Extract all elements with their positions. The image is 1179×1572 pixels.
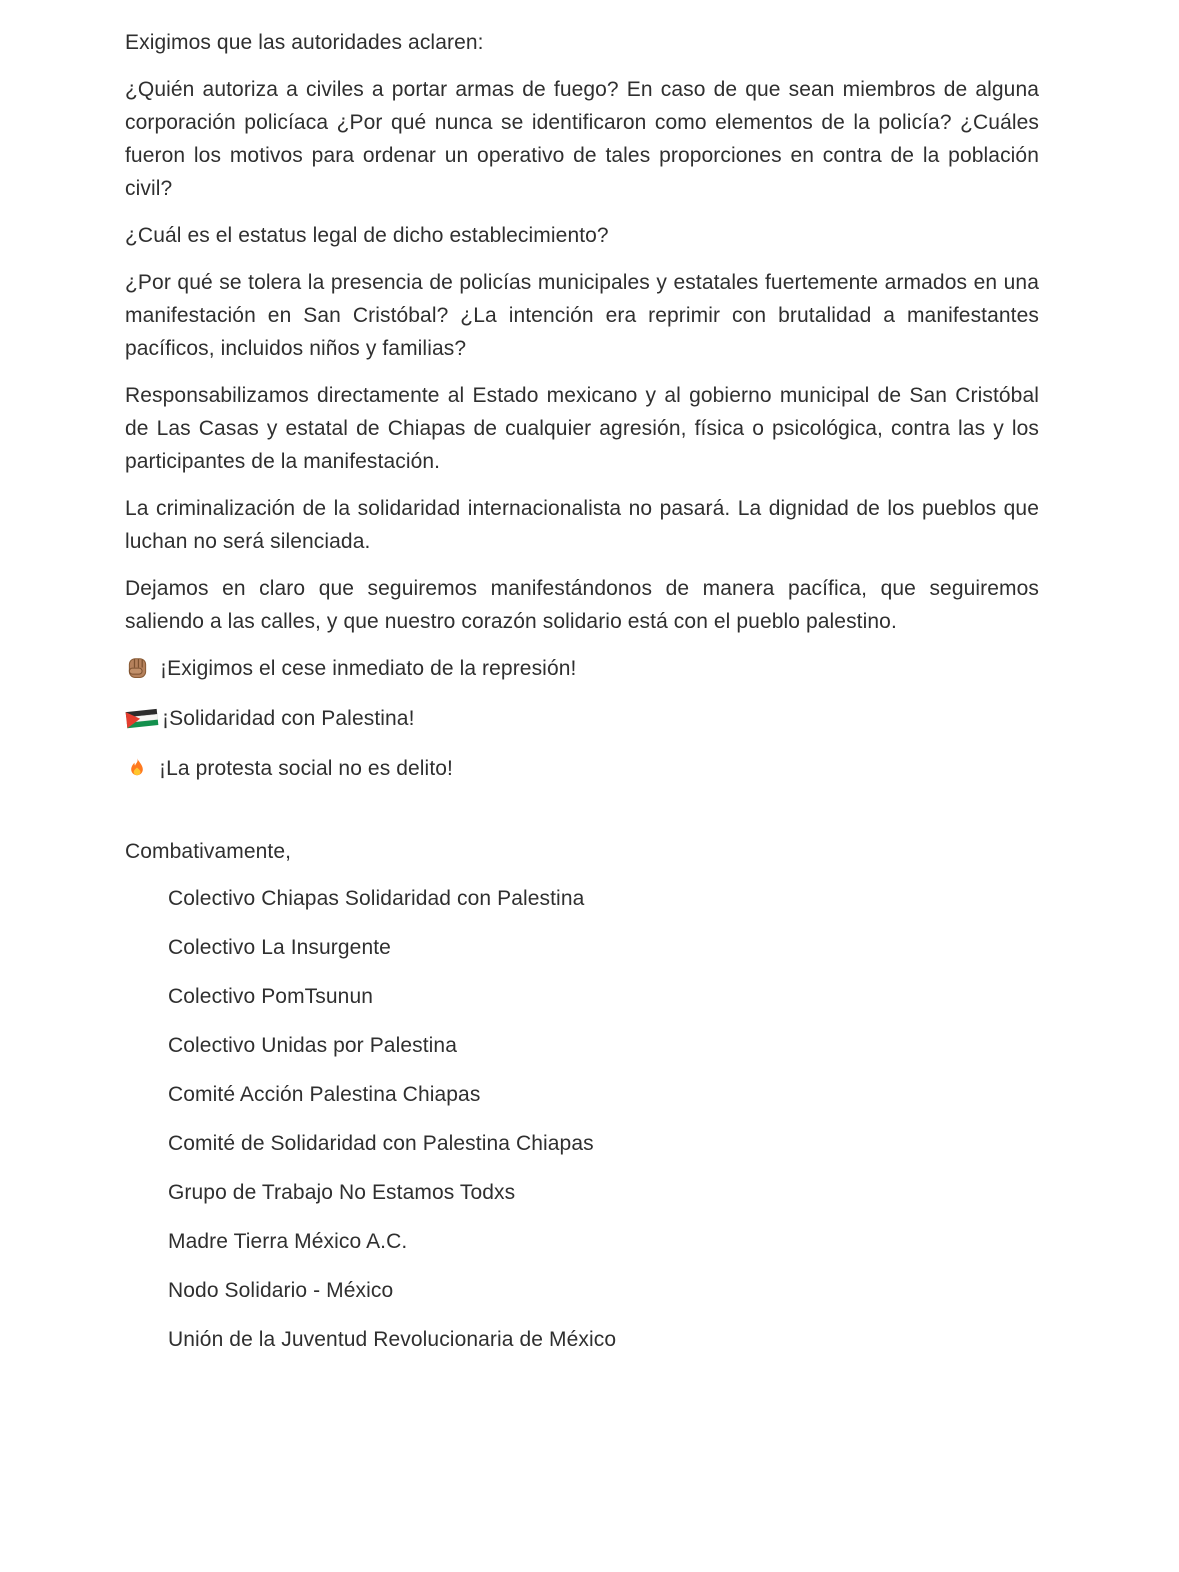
signatory-item: Comité de Solidaridad con Palestina Chiapas — [168, 1132, 594, 1155]
fire-icon — [125, 756, 149, 780]
paragraph-declaration: Dejamos en claro que seguiremos manifestándonos de manera pacífica, que seguiremos saliendo a las calles, y que nuestro corazón solidario está con el pueblo palestino. — [125, 577, 1039, 633]
signatory-item: Nodo Solidario - México — [168, 1279, 394, 1302]
signatory-item: Colectivo La Insurgente — [168, 936, 391, 959]
slogan-text: ¡Solidaridad con Palestina! — [162, 707, 415, 730]
paragraph-question-legal-status: ¿Cuál es el estatus legal de dicho establecimiento? — [125, 224, 609, 247]
signatory-item: Colectivo Unidas por Palestina — [168, 1034, 457, 1057]
signatory-item: Colectivo PomTsunun — [168, 985, 373, 1008]
slogan-text: ¡La protesta social no es delito! — [159, 757, 453, 780]
closing-line: Combativamente, — [125, 840, 292, 863]
paragraph-question-police-presence: ¿Por qué se tolera la presencia de policías municipales y estatales fuertemente armados en una manifestación en San Cristóbal? ¿La intención era reprimir con brutalidad a manifestantes pacíficos, incluidos niños y familias? — [125, 271, 1039, 360]
signatory-item: Colectivo Chiapas Solidaridad con Palestina — [168, 887, 585, 910]
signatory-list — [125, 882, 1039, 1356]
slogan-line-palestine — [125, 702, 1039, 735]
paragraph-criminalization: La criminalización de la solidaridad internacionalista no pasará. La dignidad de los pueblos que luchan no será silenciada. — [125, 497, 1039, 553]
slogan-line-protest — [125, 752, 1039, 785]
signatory-item: Comité Acción Palestina Chiapas — [168, 1083, 481, 1106]
paragraph-question-weapons: ¿Quién autoriza a civiles a portar armas de fuego? En caso de que sean miembros de alguna corporación policíaca ¿Por qué nunca se identificaron como elementos de la policía? ¿Cuáles fueron los motivos para ordenar un operativo de tales proporciones en contra de la población civil? — [125, 78, 1039, 200]
paragraph-intro: Exigimos que las autoridades aclaren: — [125, 31, 484, 54]
signatory-item: Grupo de Trabajo No Estamos Todxs — [168, 1181, 516, 1204]
slogan-line-repression — [125, 652, 1039, 685]
paragraph-responsibility: Responsabilizamos directamente al Estado mexicano y al gobierno municipal de San Cristóbal de Las Casas y estatal de Chiapas de cualquier agresión, física o psicológica, contra las y los participantes de la manifestación. — [125, 384, 1039, 473]
raised-fist-icon — [125, 656, 150, 681]
signatory-item: Unión de la Juventud Revolucionaria de México — [168, 1328, 617, 1351]
palestine-flag-icon — [125, 707, 159, 730]
signatory-item: Madre Tierra México A.C. — [168, 1230, 408, 1253]
slogan-text: ¡Exigimos el cese inmediato de la represión! — [160, 657, 577, 680]
